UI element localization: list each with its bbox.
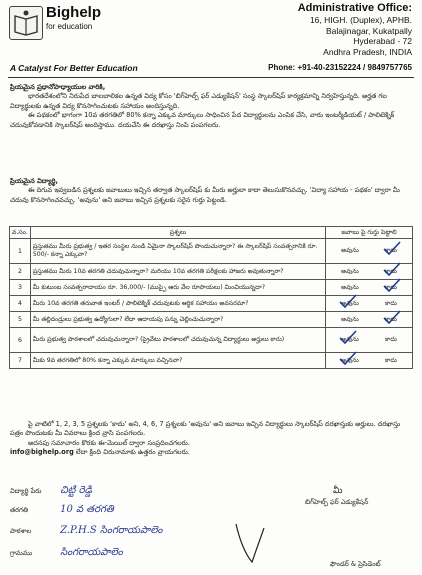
field-label: విద్యార్థి పేరు xyxy=(10,487,42,495)
field-student-name xyxy=(10,484,92,498)
address-line: Andhra Pradesh, INDIA xyxy=(323,46,412,57)
tick-mark-icon xyxy=(382,241,402,255)
intro-paragraph-2: ఈ పథకంలో భాగంగా 10వ తరగతిలో 80% కన్నా ఎక్కువ మార్కులు సాధించిన పేద విద్యార్థులను ఎంపిక చేసి, వారు ఇంటర్మీడియట్ / పాలిటెక్నిక్ చదువుకోవడానికి స్కాలర్‌షిప్ అందిస్తాము. దయచేసి ఈ దరఖాస్తు నింపి పంపగలరు. xyxy=(10,111,395,129)
table-header-row xyxy=(10,227,413,239)
question-text: మీరు ప్రభుత్వ పాఠశాలలో చదువుచున్నారా? (ప్రైవేటు పాఠశాలలో చదువుచున్న విద్యార్థులు అర్హులు కారు) xyxy=(30,328,325,353)
answer-cell xyxy=(326,312,413,328)
answer-yes-option[interactable]: అవును xyxy=(341,267,359,275)
student-name-value[interactable]: చిట్టి రెడ్డి xyxy=(60,485,92,496)
salutation-student: ప్రియమైన విద్యార్థి, xyxy=(10,177,59,185)
row-number: 7 xyxy=(10,353,31,369)
question-text: ప్రస్తుతము మీరు 10వ తరగతి చదువుచున్నారా? మరియు 10వ తరగతి పరీక్షలకు హాజరు అవుతున్నారా? xyxy=(30,264,325,280)
row-number: 2 xyxy=(10,264,31,280)
answer-cell xyxy=(326,239,413,264)
row-number: 3 xyxy=(10,280,31,296)
question-text: మీ కుటుంబ సంవత్సరాదాయం రూ. 36,000/- (ముప్పై ఆరు వేల రూపాయలు) మించియున్నదా? xyxy=(30,280,325,296)
village-value[interactable]: సింగరాయపాలెం xyxy=(60,547,123,558)
salutation-headmaster: ప్రియమైన ప్రధానోపాధ్యాయుల వారికి, xyxy=(10,83,106,91)
col-answer-header: జవాబు పై గుర్తు పెట్టాలి xyxy=(326,227,413,239)
question-text: ప్రస్తుతము మీరు ప్రభుత్వ / ఇతర సంస్థల నుండి ఏమైనా స్కాలర్‌షిప్ పొందుచున్నారా? ఈ స్కాలర్‌షిప్ సంవత్సరానికి రూ. 500/- కన్నా ఎక్కువా? xyxy=(30,239,325,264)
organization-signature: బిగ్‌హెల్ప్ ఫర్ ఎడ్యుకేషన్ xyxy=(305,498,369,506)
header-divider xyxy=(8,77,414,78)
field-class xyxy=(10,503,114,517)
table-row xyxy=(10,239,413,264)
row-number: 6 xyxy=(10,328,31,353)
answer-no-option[interactable]: కాదు xyxy=(385,316,397,324)
answer-yes-option[interactable]: అవును xyxy=(341,247,359,254)
answer-no-option[interactable]: కాదు xyxy=(385,268,397,276)
tick-mark-icon xyxy=(382,278,402,292)
answer-yes-option[interactable]: అవును xyxy=(341,336,359,344)
answer-yes-option[interactable]: అవును xyxy=(341,283,359,291)
pen-stroke-mark xyxy=(232,520,268,566)
email-link[interactable]: info@bighelp.org xyxy=(10,448,74,457)
field-village xyxy=(10,546,123,560)
field-label: గ్రామము xyxy=(10,549,33,557)
phone-number: Phone: +91-40-23152224 / 9849757765 xyxy=(268,63,412,72)
email-suffix: లేదా క్రింది చిరునామాకు ఉత్తరం వ్రాయగలరు. xyxy=(75,448,190,457)
tick-mark-icon xyxy=(338,351,358,365)
address-line: Balajinagar, Kukatpally xyxy=(325,25,412,36)
organization-sign-block xyxy=(305,486,368,508)
row-number: 5 xyxy=(10,312,31,328)
answer-yes-option[interactable]: అవును xyxy=(341,357,359,365)
answer-cell xyxy=(326,328,413,353)
class-value[interactable]: 10 వ తరగతి xyxy=(60,504,114,515)
answer-no-option[interactable]: కాదు xyxy=(385,356,397,364)
brand-logo xyxy=(9,6,43,40)
answer-cell xyxy=(326,353,413,369)
table-row xyxy=(10,328,413,353)
answer-yes-option[interactable]: అవును xyxy=(341,315,359,323)
office-address-block xyxy=(268,2,412,74)
answer-no-option[interactable]: కాదు xyxy=(385,299,397,307)
intro-paragraph: భారతదేశంలోని నిరుపేద బాలబాలికల ఉన్నత విద్య కోసం 'బిగ్‌హెల్ప్ ఫర్ ఎడ్యుకేషన్' సంస్థ స్కాలర్‌షిప్ కార్యక్రమాన్ని నిర్వహిస్తున్నది. అర్హత గల విద్యార్థులకు ఉన్నత విద్య కొనసాగించుటకు సహాయం అందిస్తున్నది. xyxy=(10,92,387,110)
founder-title: ఫౌండర్ & ప్రెసిడెంట్ xyxy=(330,560,381,568)
row-number: 4 xyxy=(10,296,31,312)
eligibility-table xyxy=(9,226,413,369)
footer-note: పై వాటిలో 1, 2, 3, 5 ప్రశ్నలకు 'కాదు' అని, 4, 6, 7 ప్రశ్నలకు 'అవును' అని జవాబు ఇచ్చిన విద్యార్థులు స్కాలర్‌షిప్ దరఖాస్తుకు అర్హులు. దరఖాస్తు పత్రం పొందుటకు మీ వివరాలు క్రింద వ్రాసి పంపగలరు. xyxy=(10,420,401,438)
footer-note-block xyxy=(10,420,414,458)
tagline: A Catalyst For Better Education xyxy=(10,63,138,73)
address-line: 16, HIGH. (Duplex), APHB. xyxy=(309,15,412,25)
answer-no-option[interactable]: కాదు xyxy=(385,336,397,343)
question-text: మీ తల్లిదండ్రులు ప్రభుత్వ ఉద్యోగులా? లేదా ఆదాయపు పన్ను చెల్లించుచున్నారా? xyxy=(30,312,325,328)
tick-mark-icon xyxy=(382,262,402,276)
tick-mark-icon xyxy=(338,330,358,344)
field-label: పాఠశాల xyxy=(10,527,32,535)
tick-mark-icon xyxy=(382,310,402,324)
table-row xyxy=(10,296,413,312)
table-row xyxy=(10,312,413,328)
col-serial-header: వ.సం. xyxy=(10,227,31,239)
table-row xyxy=(10,264,413,280)
brand-subtitle: for education xyxy=(46,22,93,31)
sign-mark: మీ xyxy=(333,486,343,496)
brand-name: Bighelp xyxy=(46,4,101,21)
answer-no-option[interactable]: కాదు xyxy=(385,284,397,292)
col-question-header: ప్రశ్నలు xyxy=(30,227,325,239)
row-number: 1 xyxy=(10,239,31,264)
office-title: Administrative Office: xyxy=(297,2,412,14)
student-paragraph: ఈ దిగువ ఇవ్వబడిన ప్రశ్నలకు జవాబులు ఇచ్చిన తర్వాత స్కాలర్‌షిప్ కు మీరు అర్హులా కాదా తెలుసుకొనవచ్చు. 'విద్యా సహాయ - పథకం' ద్వారా మీ చదువు కొనసాగించవచ్చు. 'అవును' అని జవాబు ఇచ్చిన ప్రశ్నలకు సరైన గుర్తు పెట్టండి. xyxy=(10,186,400,204)
tick-mark-icon xyxy=(338,294,358,308)
question-text: మీరు 10వ తరగతి తరువాత ఇంటర్ / పాలిటెక్నిక్ చదువుటకు ఆర్థిక సహాయం అవసరమా? xyxy=(30,296,325,312)
field-school xyxy=(10,524,163,538)
book-logo-icon xyxy=(10,7,42,39)
contact-line: అదనపు సమాచారం కొరకు ఈ-మెయిల్ ద్వారా సంప్రదించగలరు. xyxy=(28,438,190,447)
student-section xyxy=(10,177,414,205)
letter-intro xyxy=(10,83,414,130)
field-label: తరగతి xyxy=(10,506,29,514)
address-line: Hyderabad - 72 xyxy=(353,36,412,46)
table-row xyxy=(10,353,413,369)
school-value[interactable]: Z.P.H.S సింగరాయపాలెం xyxy=(60,525,163,536)
email-line xyxy=(10,448,414,457)
question-text: మీకు 9వ తరగతిలో 80% కన్నా ఎక్కువ మార్కులు వచ్చినవా? xyxy=(30,353,325,369)
answer-yes-option[interactable]: అవును xyxy=(341,300,359,308)
answer-no-option[interactable]: కాదు xyxy=(385,247,397,255)
